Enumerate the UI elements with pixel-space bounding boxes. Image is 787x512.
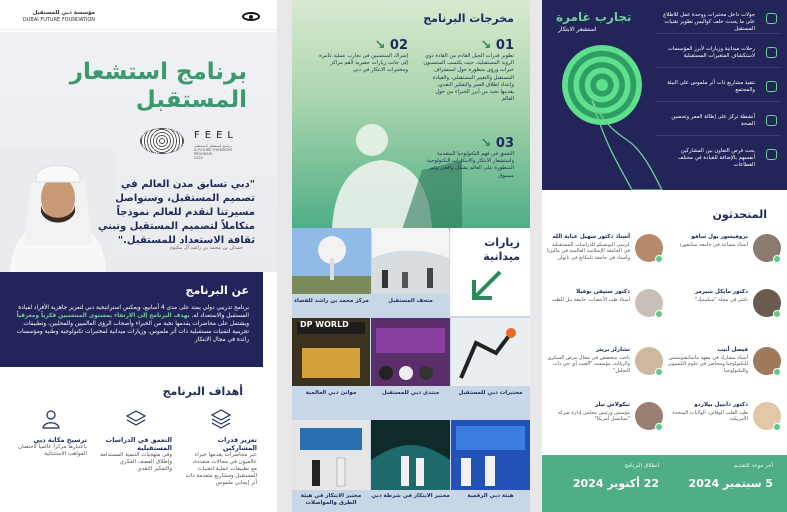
site-caption: مختبرات دبي للمستقبل [458,390,523,396]
site-caption: مختبر الابتكار في هيئة الطرق والمواصلات [300,493,362,506]
speaker-card: نيكولاس تيلر مؤسس ورئيس مجلس إدارة شركة "ستانسل أمريكا" [545,400,663,448]
quote-signature: حمدان بن محمد بن راشد آل مكتوم [169,245,243,251]
hand-graphic [582,90,667,190]
building-icon [766,47,777,58]
about-text: برنامج تدريبي دولي يمتد على مدى 4 أسابيع، ويعكس استراتيجية دبي لتعزيز جاهزية الأفراد لقيادة المستقبل والاستعداد له. يهدف البرنامج إلى الارتقاء بمستوى المنتسبين فكرياً ومعرفياً ويشتمل على محاضرات يقدمها نخبة من الخبراء وأصحاب الرؤى العالميين والمحليين، وتطبيقات تجريبية لتقنيات مستقبلية ذات أثر ملموس، وزيارات ميدانية لمختبرات تكنولوجية وطنية ومؤسسات رائدة في مجال الابتكار [16,305,249,343]
forum-photo [371,318,450,386]
feel-ring-icon [140,128,184,154]
goal-item: ترسيخ مكانة دبي باعتبارها مركزاً عالمياً لاحتضان المواهب الاستثنائية [15,408,87,458]
quote-text: "دبي تسابق مدن العالم في تصميم المستقبل، وسنواصل مسيرتنا لنقدم للعالم نموذجاً متكاملاً لتصميم المستقبل وتبني ثقافة الاستعداد للمستقبل." [98,179,255,246]
speaker-card: دكتور ستيفن نوفيلا أستاذ طب الأعصاب، جامعة ييل للطب [545,287,663,335]
eye-logo-icon [242,12,260,21]
dp-world-sign: DP WORLD [300,320,349,329]
outcome-item: ↘ 03 التعمق في فهم التكنولوجيا المتقدمة واستشعار الابتكار والابتكارات التكنولوجية المتطورة على العالم بشكل واقعي وغير مسبوق [422,136,514,180]
feel-subtitle: برنامج استشعار المستقبل A FUTURE FORESIGHT PROGRAM 2024 [194,144,233,160]
experience-item: تنفيذ مشاريع ذات أثر ملموس على البيئة والمجتمع [656,76,781,102]
speaker-card: دكتور دانييل بيلاردو طب القلب الوقائي، الولايات المتحدة الأمريكية [663,400,781,448]
goal-item: تعزيز قدرات المشاركين عبر محاضرات يقدمها خبراء عالميون في مجالات متعددة، مع تطبيقات عملية لتقنيات المستقبل ومشاريع متقدمة ذات أثر إيجابي ملموس [185,408,257,487]
stack-icon [125,408,147,430]
experience-item: بحث فرص التعاون بين المشاركين أنفسهم بالإضافة للقيادة في مختلف القطاعات [656,144,781,170]
speaker-card: دكتور مايكل شيرمر ناشر في مجلة "سكيبتيك" [663,287,781,335]
layers-icon [210,408,232,430]
museum-photo [372,228,449,294]
site-caption: هيئة دبي الرقمية [467,493,514,499]
brochure-page-program-intro [0,0,277,512]
brochure-page-experiences [542,0,787,512]
globe-icon [766,81,777,92]
experience-item: رحلات ميدانية وزيارات لأبرز المؤسسات لاستكشاف المتغيرات المستقبلية [656,42,781,68]
site-caption: مركز محمد بن راشد للفضاء [294,298,369,304]
speaker-card: تشارلز بريتز باحث متخصص في مجال مرض السكري والرقاية، مؤسسة "الغيث أي جي ذات التحليل" [545,345,663,393]
lab-icon [766,13,777,24]
site-caption: موانئ دبي العالمية [305,390,357,396]
goal-item: التعمق في الدراسات المستقبلية وفي منهجيات التنمية المستدامة وإطلاق العصف الفكري والتفكير النقدي [100,408,172,473]
field-visits-block [450,228,530,316]
experience-item: أنشطة تركز على إطالة العمر وتحسين الصحة [656,110,781,136]
goals-title: أهداف البرنامج [162,385,243,398]
experience-item: جولات داخل مختبرات ووحدة عمل للاطلاع على ما يحدث خلف كواليس تطوير تقنيات المستقبل [656,8,781,34]
speaker-card: أستاذ دكتور سهيل عناية الله كرسي اليونسكو للدراسات المستقبلية في الجامعة الإسلامية العالمية في ماليزيا وأستاذ في جامعة تامكانغ في تايوان [545,232,663,280]
launch-date: انطلاق البرنامج 22 أكتوبر 2024 [572,463,659,490]
site-caption: منتدى دبي للمستقبل [381,390,440,396]
outcome-number: ↘ 03 [480,136,514,151]
heart-icon [766,115,777,126]
space-centre-photo [292,228,371,294]
future-labs-photo [451,318,530,386]
feel-logo [140,128,250,158]
site-caption: متحف المستقبل [388,298,433,304]
about-title: عن البرنامج [185,284,249,297]
field-visits-title: زيارات ميدانية [483,236,520,263]
experiences-title: تجارب غامرة [556,10,632,24]
experiences-section [542,0,787,190]
program-title: برنامج استشعار المستقبل [69,59,247,113]
feel-wordmark: FEEL [194,130,238,141]
key-dates-bar [542,455,787,512]
people-icon [766,149,777,160]
outcome-item: ↘ 01 تطوير قدرات الجيل القادم من القادة ذوي الرؤية المستقبلية، حيث يكتسب المنتسبون خبرات ورؤى متطورة حول استشراف المستقبل والتغيير المستقبلي، والقيادة وإعداد إطلاق العمر والتفكير النقدي، يقدمها نخبة من أبرز الخبراء من حول العالم [423,38,514,103]
speaker-card: فيصل أنيب أستاذ مشارك في معهد ماساتشوستس للتكنولوجيا ومحاضر في علوم الكمبيوتر والتكنولوجيا [663,345,781,393]
experiences-subtitle: استشعر الابتكار [558,26,597,33]
rta-lab-photo [292,420,370,490]
digital-authority-photo [451,420,530,490]
speakers-title: المتحدثون [712,208,767,221]
intro-hero [0,32,277,272]
outcome-number: ↘ 02 [374,38,408,53]
deadline: آخر موعد للتقديم 5 سبتمبر 2024 [688,463,773,490]
user-pin-icon [40,408,62,430]
page-header [0,0,277,30]
dubai-future-foundation-logo: مؤسسة دبي للمستقبل DUBAI FUTURE FOUNDATION [22,10,95,23]
police-lab-photo [371,420,450,490]
about-program-section [0,272,263,367]
outcomes-title: مخرجات البرنامج [423,12,514,25]
speaker-card: بروفيسور بول سافو أستاذ مساعد في جامعة ستانفورد [663,232,781,280]
outcome-number: ↘ 01 [480,38,514,53]
outcome-item: ↘ 02 إشراك المنتسبين في تجارب عملية غامرة إلى جانب زيارات حصرية لأهم مراكز ومختبرات الابتكار في دبي [316,38,408,75]
outcomes-hero [292,0,530,228]
brochure-page-outcomes [292,0,530,512]
site-caption: مختبر الابتكار في شرطة دبي [371,493,450,499]
arrow-down-left-icon [468,268,504,304]
